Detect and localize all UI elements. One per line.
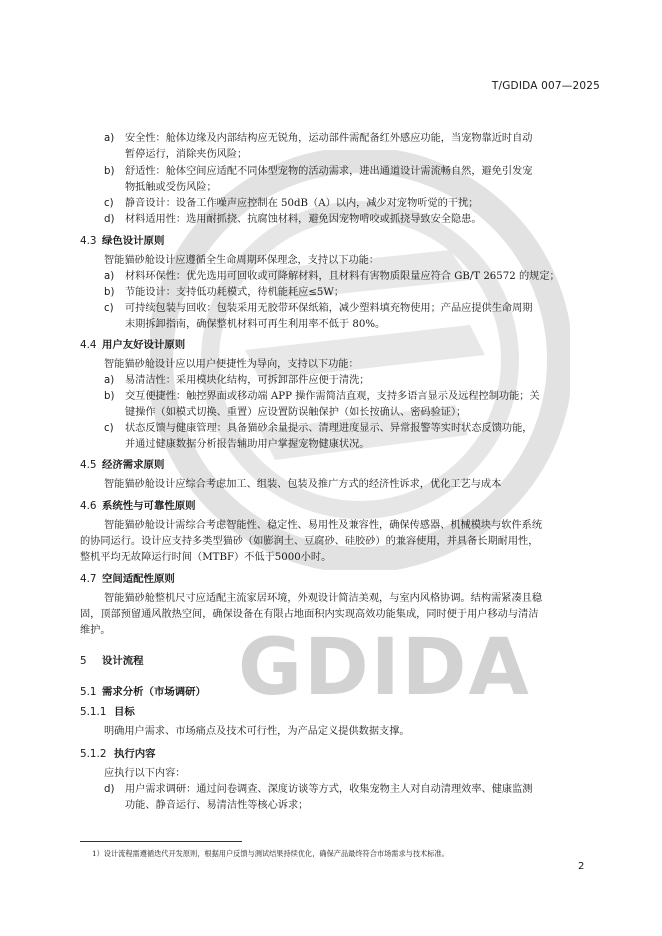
list-marker: a): [104, 133, 115, 144]
section-heading-5: [80, 653, 144, 669]
list-item-line: 物抵触或受伤风险；: [125, 182, 217, 193]
section-intro: 智能猫砂舱设计应以用户便捷性为导向，支持以下功能：: [104, 359, 359, 370]
paragraph-line: 智能猫砂舱设计需综合考虑智能性、稳定性、易用性及兼容性，确保传感器、机械模块与软件系统: [104, 520, 543, 531]
section-heading-5-1-2: [80, 746, 156, 762]
list-item-line: 并通过健康数据分析报告辅助用户掌握宠物健康状况。: [125, 439, 370, 450]
section-title: 目标: [114, 706, 135, 718]
list-marker: c): [104, 303, 114, 314]
list-item-line: 交互便捷性：触控界面或移动端 APP 操作需简洁直观，支持多语言显示及远程控制功能；关: [125, 391, 540, 402]
section-intro: 智能猫砂舱设计应遵循全生命周期环保理念，支持以下功能：: [104, 255, 380, 266]
list-marker: b): [104, 287, 115, 298]
footnote-divider: [80, 841, 242, 842]
section-number: 5.1.2: [80, 748, 107, 760]
list-item-line: 材料适用性：选用耐抓挠、抗腐蚀材料，避免因宠物啃咬或抓挠导致安全隐患。: [125, 214, 482, 225]
list-item-line: 暂停运行，消除夹伤风险；: [125, 149, 248, 160]
section-number: 5.1.1: [80, 706, 107, 718]
section-number: 4.7: [80, 573, 97, 585]
paragraph-line: 智能猫砂舱整机尺寸应适配主流家居环境，外观设计简洁美观，与室内风格协调。结构需紧凑且稳: [104, 593, 543, 604]
section-number: 5: [80, 655, 87, 667]
paragraph-line: 整机平均无故障运行时间（MTBF）不低于5000小时。: [80, 552, 332, 563]
section-heading-5-1-1: [80, 704, 135, 720]
section-title: 经济需求原则: [102, 459, 165, 471]
list-item-line: 键操作（如模式切换、重置）应设置防误触保护（如长按确认、密码验证）；: [125, 407, 467, 418]
list-item-line: 用户需求调研：通过问卷调查、深度访谈等方式，收集宠物主人对自动清理效率、健康监测: [125, 784, 533, 795]
list-item-line: 易清洁性：采用模块化结构，可拆卸部件应便于清洗；: [125, 375, 370, 386]
section-number: 4.5: [80, 459, 97, 471]
section-heading-4-5: [80, 457, 164, 473]
section-heading-4-3: [80, 233, 164, 249]
paragraph-line: 固，顶部预留通风散热空间，确保设备在有限占地面积内实现高效功能集成，同时便于用户移动与清洁: [80, 609, 539, 620]
section-number: 4.3: [80, 235, 97, 247]
list-item-line: 材料环保性：优先选用可回收或可降解材料，且材料有害物质限量应符合 GB/T 26572 的规定；: [125, 271, 560, 282]
footnote: 1）设计流程需遵循迭代开发原则，根据用户反馈与测试结果持续优化，确保产品最终符合市场需求与技术标准。: [92, 849, 449, 858]
page-number: 2: [578, 861, 585, 872]
list-marker: b): [104, 391, 115, 402]
section-number: 5.1: [80, 686, 97, 698]
list-item-line: 状态反馈与健康管理：具备猫砂余量提示、清理进度显示、异常报警等实时状态反馈功能，: [125, 423, 533, 434]
list-item-line: 安全性：舱体边缘及内部结构应无锐角，运动部件需配备红外感应功能，当宠物靠近时自动: [125, 133, 533, 144]
list-item-line: 可持续包装与回收：包装采用无胶带环保纸箱，减少塑料填充物使用；产品应提供生命周期: [125, 303, 533, 314]
list-marker: d): [104, 784, 115, 795]
list-marker: c): [104, 198, 114, 209]
list-marker: a): [104, 271, 115, 282]
section-title: 用户友好设计原则: [102, 339, 186, 351]
list-item-line: 舒适性：舱体空间应适配不同体型宠物的活动需求，进出通道设计需流畅自然，避免引发宠: [125, 166, 533, 177]
paragraph-line: 智能猫砂舱设计应综合考虑加工、组装、包装及推广方式的经济性诉求，优化工艺与成本: [104, 479, 502, 490]
section-intro: 应执行以下内容：: [104, 768, 186, 779]
list-marker: c): [104, 423, 114, 434]
section-heading-4-6: [80, 498, 196, 514]
paragraph-line: 的协同运行。设计应支持多类型猫砂（如膨润土、豆腐砂、硅胶砂）的兼容使用，并具备长期耐用性，: [80, 536, 539, 547]
paragraph-line: 明确用户需求、市场痛点及技术可行性，为产品定义提供数据支撑。: [104, 726, 410, 737]
section-title: 需求分析（市场调研）: [102, 686, 206, 698]
section-number: 4.4: [80, 339, 97, 351]
section-title: 设计流程: [102, 655, 144, 667]
section-heading-4-4: [80, 337, 185, 353]
paragraph-line: 维护。: [80, 625, 111, 636]
section-number: 4.6: [80, 500, 97, 512]
list-item-line: 末期拆卸指南，确保整机材料可再生利用率不低于 80%。: [125, 319, 386, 330]
watermark-text: GDIDA: [238, 623, 531, 713]
list-marker: a): [104, 375, 115, 386]
list-item-line: 功能、静音运行、易清洁性等核心诉求；: [125, 800, 309, 811]
section-title: 执行内容: [114, 748, 156, 760]
document-code: T/GDIDA 007—2025: [491, 80, 600, 92]
section-heading-4-7: [80, 571, 175, 587]
list-item-line: 节能设计：支持低功耗模式，待机能耗应≤5W；: [125, 287, 345, 298]
list-marker: b): [104, 166, 115, 177]
section-title: 空间适配性原则: [102, 573, 175, 585]
list-marker: d): [104, 214, 115, 225]
section-title: 系统性与可靠性原则: [102, 500, 196, 512]
section-title: 绿色设计原则: [102, 235, 165, 247]
section-heading-5-1: [80, 684, 206, 700]
list-item-line: 静音设计：设备工作噪声应控制在 50dB（A）以内，减少对宠物听觉的干扰；: [125, 198, 479, 209]
